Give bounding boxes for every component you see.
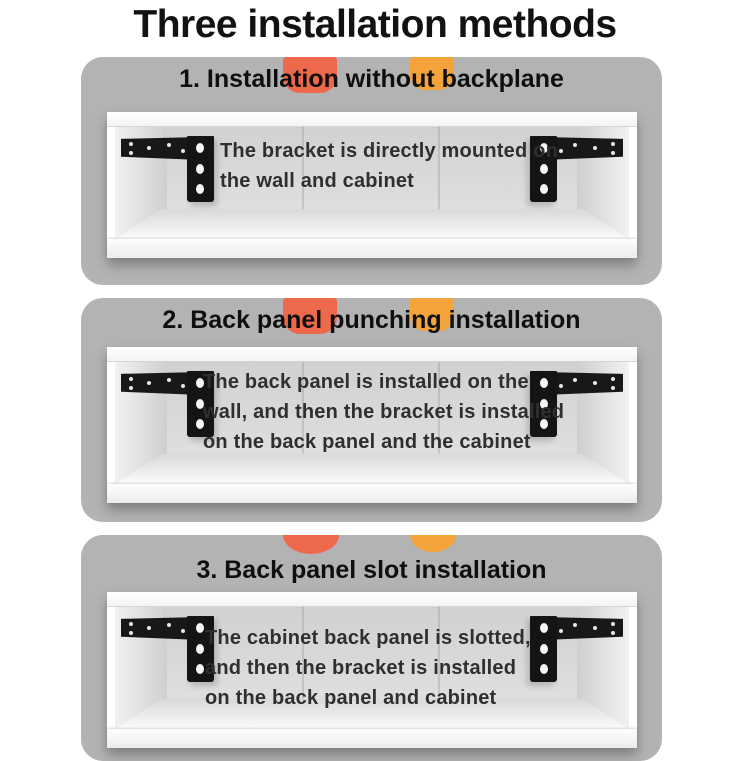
corner-bracket-right-icon xyxy=(525,607,625,691)
cabinet-top-edge xyxy=(107,112,637,127)
caption-line: The bracket is directly mounted on xyxy=(220,140,558,162)
cabinet-top-edge xyxy=(107,347,637,362)
page-title: Three installation methods xyxy=(133,3,617,46)
installation-method-panel-2 xyxy=(81,298,662,522)
caption-line: The back panel is installed on the xyxy=(203,371,529,393)
cabinet-interior xyxy=(115,607,629,729)
panel-3-heading: 3. Back panel slot installation xyxy=(196,556,547,584)
photo-caption-2 xyxy=(203,367,564,457)
panel-2-heading: 2. Back panel punching installation xyxy=(162,306,581,334)
cabinet-top-edge xyxy=(107,592,637,607)
installation-method-panel-3 xyxy=(81,535,662,761)
cabinet-photo-1 xyxy=(107,112,637,258)
photo-caption-3 xyxy=(205,623,531,713)
cabinet-bottom-edge xyxy=(107,239,637,258)
caption-line: and then the bracket is installed xyxy=(205,657,517,679)
cabinet-floor xyxy=(115,454,629,484)
corner-bracket-left-icon xyxy=(119,127,219,211)
corner-bracket-left-icon xyxy=(119,607,219,691)
panel-1-heading: 1. Installation without backplane xyxy=(179,65,564,93)
cabinet-bottom-edge xyxy=(107,729,637,748)
photo-caption-1 xyxy=(220,136,558,196)
caption-line: the wall and cabinet xyxy=(220,170,415,192)
cabinet-floor xyxy=(115,209,629,239)
caption-line: The cabinet back panel is slotted, xyxy=(205,627,531,649)
cabinet-interior xyxy=(115,362,629,484)
installation-method-panel-1 xyxy=(81,57,662,285)
caption-line: wall, and then the bracket is installed xyxy=(203,401,565,423)
caption-line: on the back panel and the cabinet xyxy=(203,431,531,453)
cabinet-photo-2 xyxy=(107,347,637,503)
cabinet-interior xyxy=(115,127,629,239)
caption-line: on the back panel and cabinet xyxy=(205,687,497,709)
cabinet-bottom-edge xyxy=(107,484,637,503)
cabinet-photo-3 xyxy=(107,592,637,748)
